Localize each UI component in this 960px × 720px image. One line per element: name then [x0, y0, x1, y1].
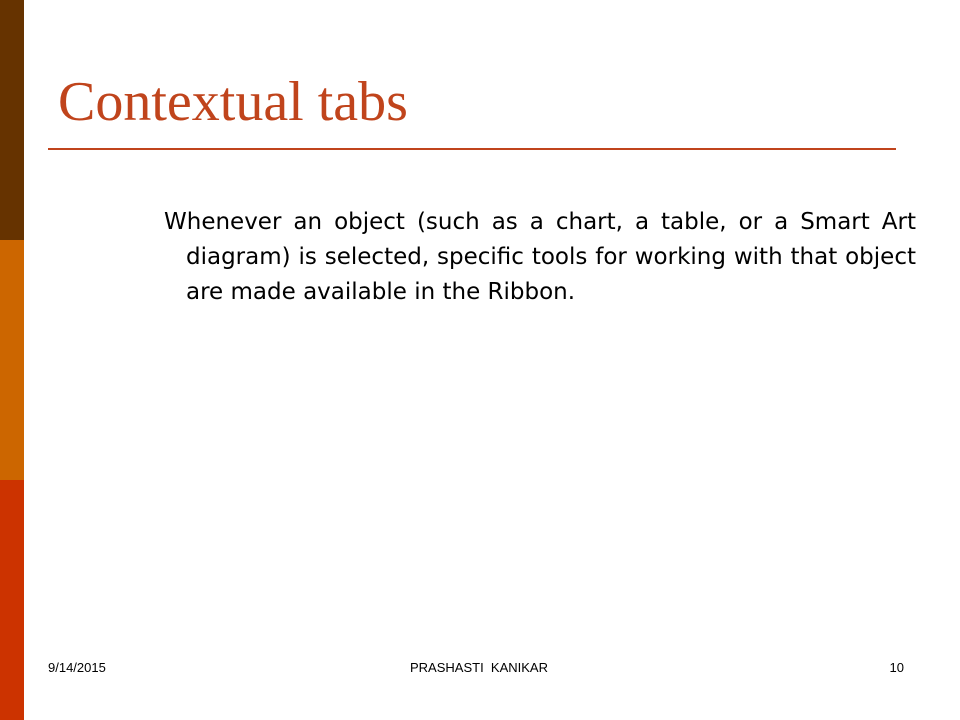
- side-bar-middle-accent: [0, 240, 24, 480]
- side-bar-bottom-accent: [0, 480, 24, 720]
- title-divider: [48, 148, 896, 150]
- footer-date: 9/14/2015: [48, 660, 106, 675]
- slide-body-text: Whenever an object (such as a chart, a table, or a Smart Art diagram) is selected, specific tools for working with that object are made available in the Ribbon.: [164, 209, 916, 305]
- footer-author: PRASHASTI KANIKAR: [410, 660, 548, 675]
- side-bar-top-accent: [0, 0, 24, 240]
- footer-page-number: 10: [889, 660, 904, 675]
- slide-title: Contextual tabs: [58, 71, 408, 133]
